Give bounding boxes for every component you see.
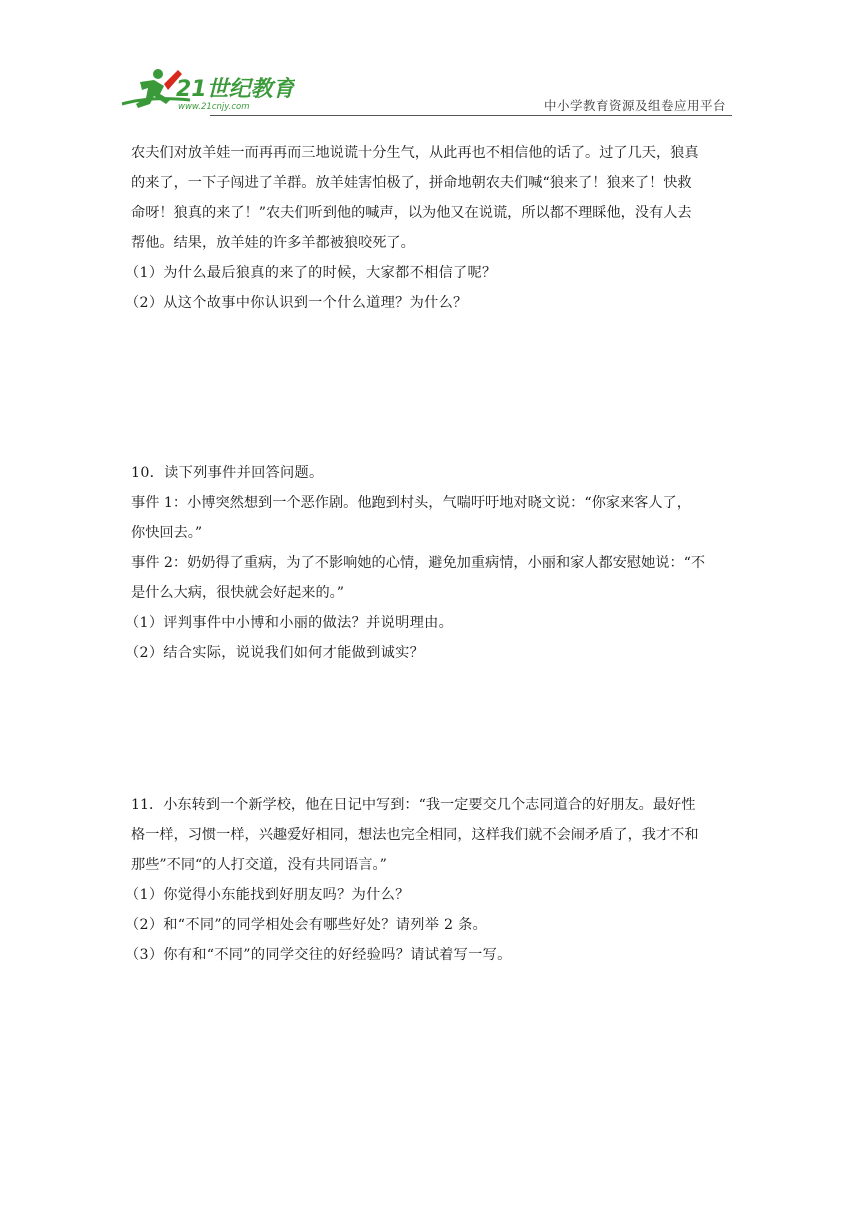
q11-sub-1: （1）你觉得小东能找到好朋友吗？为什么？ — [125, 887, 410, 903]
q10-line: 事件 1：小博突然想到一个恶作剧。他跑到村头，气喘吁吁地对晓文说：“你家来客人了， — [131, 495, 691, 511]
q10-sub-1: （1）评判事件中小博和小丽的做法？并说明理由。 — [125, 615, 454, 631]
q10-sub-2: （2）结合实际，说说我们如何才能做到诚实？ — [125, 645, 425, 661]
logo-title: 21世纪教育 — [176, 77, 295, 102]
q9-sub-1: （1）为什么最后狼真的来了的时候，大家都不相信了呢？ — [125, 265, 497, 281]
logo-url: www.21cnjy.com — [178, 102, 250, 112]
document-body — [125, 138, 731, 970]
q11-line: 那些”不同“的人打交道，没有共同语言。” — [131, 857, 387, 873]
page-header — [0, 0, 860, 130]
answer-space — [131, 668, 731, 790]
q11-line: 11．小东转到一个新学校，他在日记中写到：“我一定要交几个志同道合的好朋友。最好性 — [131, 797, 696, 813]
platform-label: 中小学教育资源及组卷应用平台 — [543, 98, 726, 113]
passage-line: 农夫们对放羊娃一而再再而三地说谎十分生气，从此再也不相信他的话了。过了几天，狼真 — [131, 145, 699, 161]
q10-line: 是什么大病，很快就会好起来的。” — [131, 585, 344, 601]
21cnjy-logo — [120, 64, 295, 114]
passage-line: 命呀！狼真的来了！”农夫们听到他的喊声，以为他又在说谎，所以都不理睬他，没有人去 — [131, 205, 692, 221]
passage-line: 帮他。结果，放羊娃的许多羊都被狼咬死了。 — [131, 235, 415, 251]
passage — [131, 138, 731, 258]
q9-sub-2: （2）从这个故事中你认识到一个什么道理？为什么？ — [125, 295, 468, 311]
header-rule — [210, 115, 732, 116]
q10-line: 事件 2：奶奶得了重病，为了不影响她的心情，避免加重病情，小丽和家人都安慰她说：“不 — [131, 555, 706, 571]
q11-sub-2: （2）和“不同”的同学相处会有哪些好处？请列举 2 条。 — [125, 917, 488, 933]
q11-line: 格一样，习惯一样，兴趣爱好相同，想法也完全相同，这样我们就不会闹矛盾了，我才不和 — [131, 827, 699, 843]
passage-line: 的来了，一下子闯进了羊群。放羊娃害怕极了，拼命地朝农夫们喊“狼来了！狼来了！快救 — [131, 175, 692, 191]
q10-title: 10．读下列事件并回答问题。 — [131, 465, 324, 481]
q10-line: 你快回去。” — [131, 525, 203, 541]
answer-space — [131, 318, 731, 458]
q11-sub-3: （3）你有和“不同”的同学交往的好经验吗？请试着写一写。 — [125, 947, 512, 963]
